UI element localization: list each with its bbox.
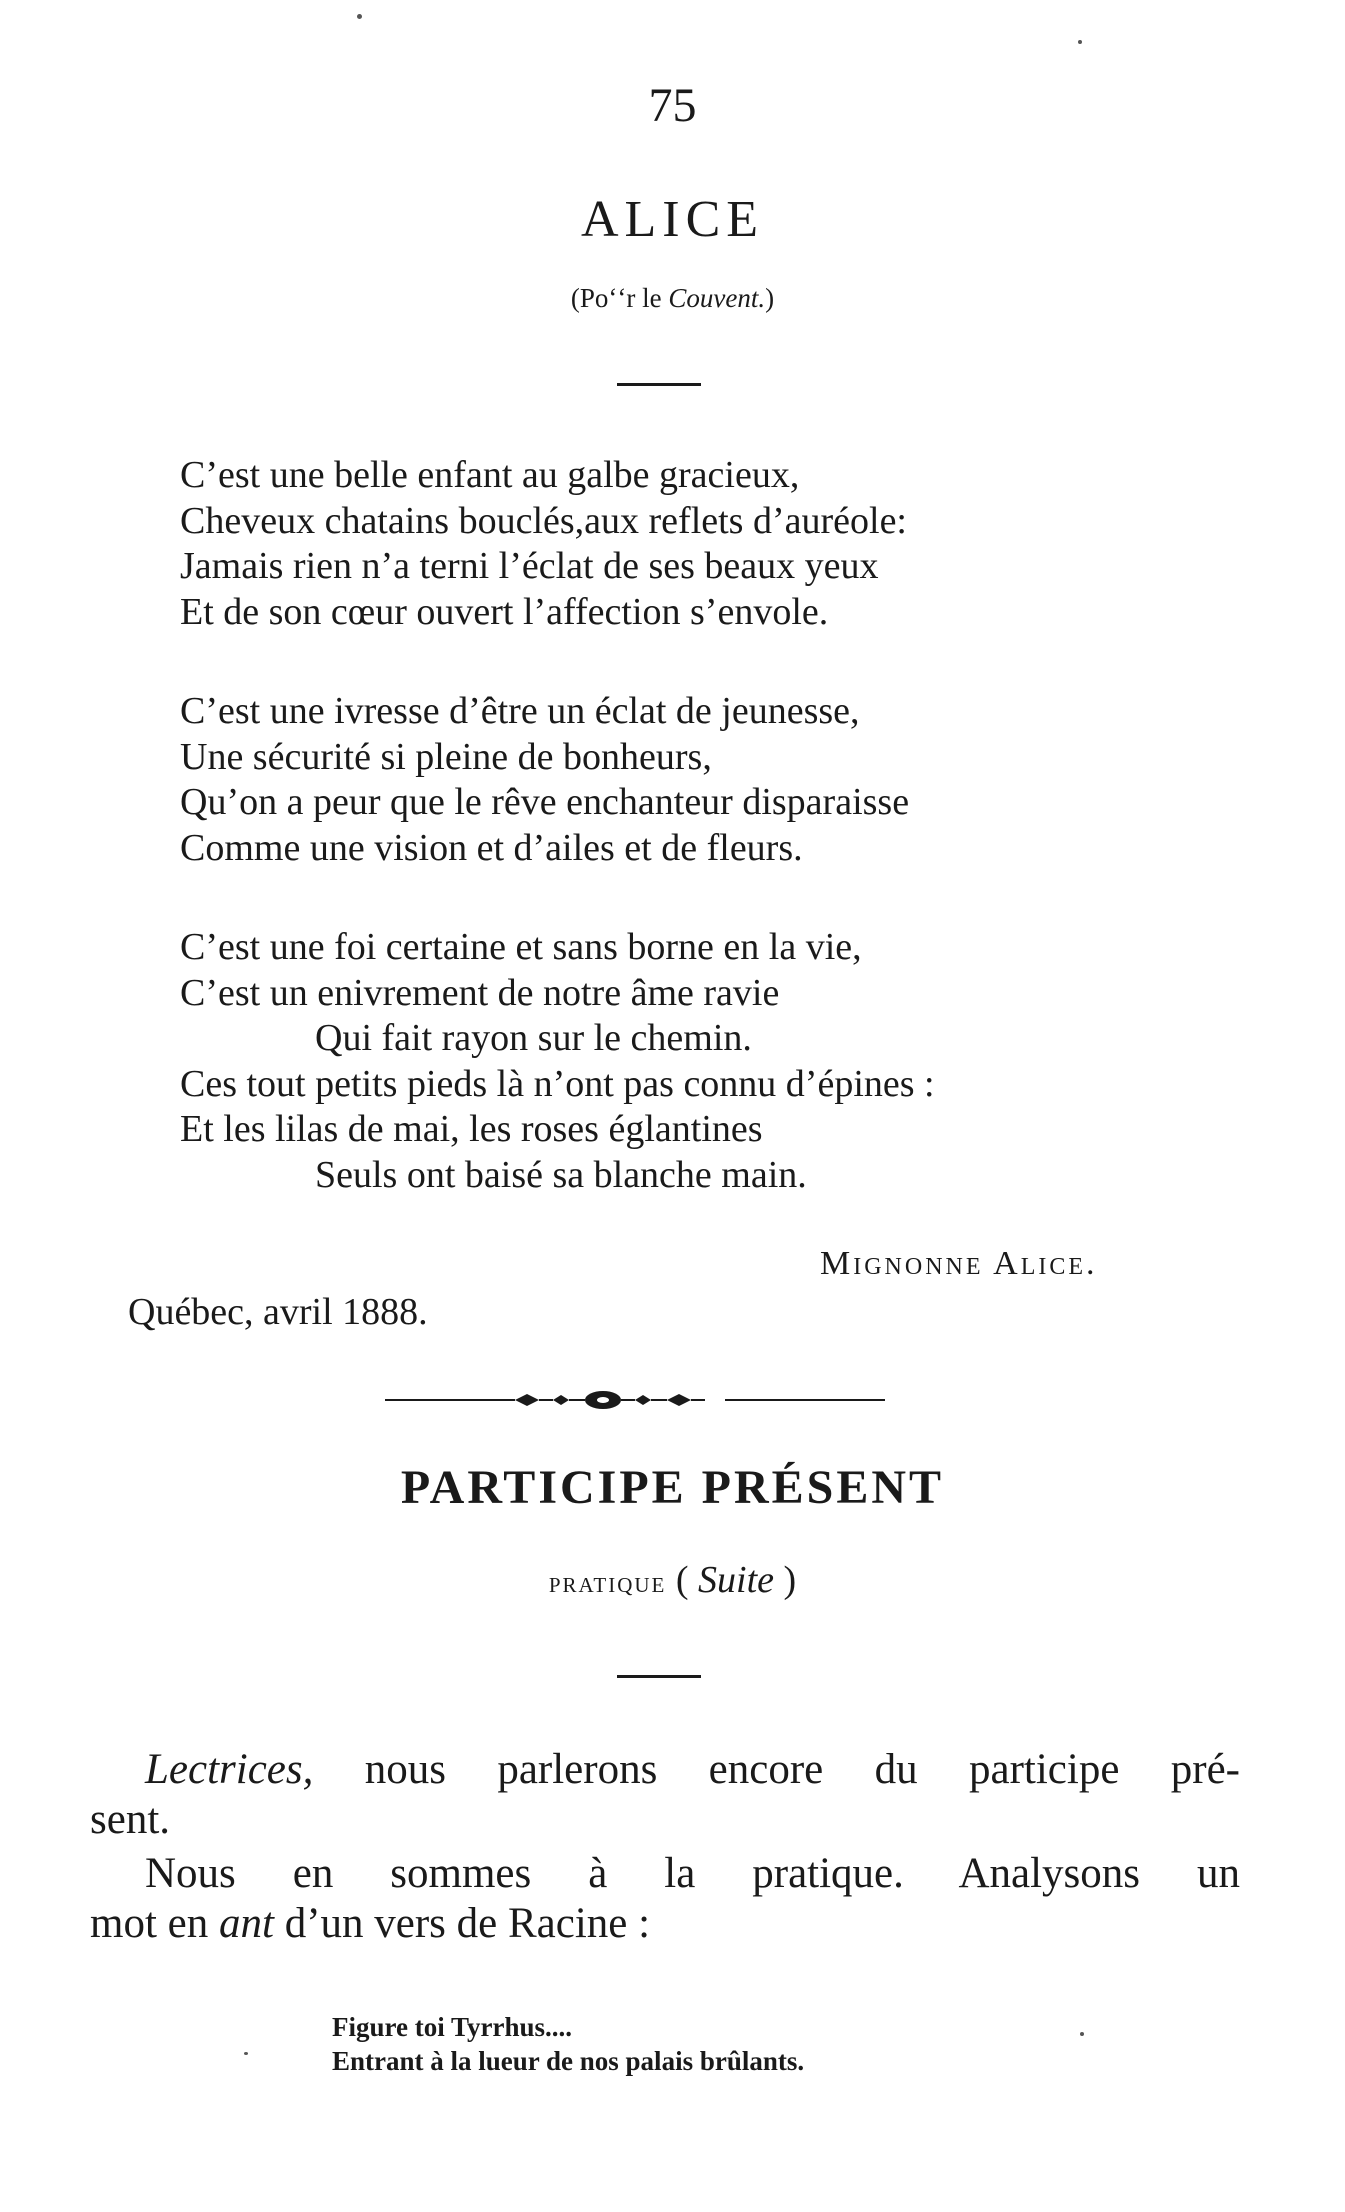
poem-line: Qu’on a peur que le rêve enchanteur disparaisse	[180, 781, 910, 823]
poem-line: Et les lilas de mai, les roses églantines	[180, 1108, 763, 1150]
quote-line: Figure toi Tyrrhus....	[332, 2012, 573, 2042]
poem-stanza-2	[180, 689, 909, 871]
poem-subtitle-prefix: (Poʻʻr le	[570, 283, 669, 313]
poem-subtitle-suffix: )	[765, 283, 775, 313]
poem-title: ALICE	[580, 191, 765, 248]
print-speck	[244, 2052, 248, 2055]
body-paragraph-1	[90, 1745, 1240, 1845]
body-line: Nous en sommes à la pratique. Analysons un	[145, 1850, 1240, 1897]
poem-line: C’est une belle enfant au galbe gracieux,	[180, 454, 800, 496]
poem-line: Jamais rien n’a terni l’éclat de ses beaux yeux	[180, 545, 879, 587]
poem-stanza-3	[180, 925, 935, 1198]
body-text: d’un vers de Racine :	[273, 1900, 651, 1947]
poem-place-date: Québec, avril 1888.	[128, 1291, 428, 1333]
body-line	[90, 1899, 1240, 1949]
ornamental-divider	[385, 1385, 945, 1415]
section-subtitle-close: )	[774, 1559, 797, 1601]
body-text: mot en	[90, 1900, 219, 1947]
racine-quote	[332, 2010, 804, 2078]
section-subtitle	[0, 1558, 1345, 1602]
poem-line: Une sécurité si pleine de bonheurs,	[180, 735, 712, 778]
section-subtitle-italic: Suite	[698, 1559, 774, 1601]
divider-rule	[617, 1675, 701, 1678]
print-speck	[1080, 2032, 1084, 2036]
poem-line: C’est un enivrement de notre âme ravie	[180, 971, 780, 1014]
body-italic-word: ant	[218, 1900, 274, 1947]
poem-line: Cheveux chatains bouclés,aux reflets d’auréole:	[180, 499, 907, 542]
poem-line: Comme une vision et d’ailes et de fleurs.	[180, 826, 803, 869]
poem-line: Qui fait rayon sur le chemin.	[315, 1017, 752, 1059]
section-subtitle-label: pratique	[548, 1566, 667, 1599]
poem-line: C’est une ivresse d’être un éclat de jeunesse,	[180, 690, 860, 732]
body-line: sent.	[90, 1796, 171, 1843]
body-text: nous parlerons encore du participe pré-	[313, 1746, 1240, 1793]
poem-subtitle	[0, 283, 1345, 314]
body-italic-word: Lectrices,	[145, 1746, 314, 1793]
poem-line: Seuls ont baisé sa blanche main.	[315, 1153, 807, 1196]
poem-line: C’est une foi certaine et sans borne en la vie,	[180, 926, 862, 968]
page-number: 75	[648, 79, 697, 132]
poem-line: Ces tout petits pieds là n’ont pas connu d’épines :	[180, 1062, 935, 1105]
print-speck	[1078, 40, 1082, 44]
poem-line: Et de son cœur ouvert l’affection s’envole.	[180, 590, 829, 633]
divider-rule	[617, 383, 701, 386]
quote-line: Entrant à la lueur de nos palais brûlants.	[332, 2046, 805, 2076]
body-paragraph-2	[90, 1849, 1240, 1949]
section-subtitle-open: (	[666, 1559, 699, 1601]
print-speck	[357, 14, 362, 19]
poem-subtitle-italic: Couvent.	[668, 283, 766, 313]
poem-stanza-1	[180, 453, 907, 635]
poem-signature: Mignonne Alice.	[820, 1245, 1098, 1282]
section-title: PARTICIPE PRÉSENT	[400, 1461, 945, 1514]
body-line	[90, 1745, 1240, 1795]
